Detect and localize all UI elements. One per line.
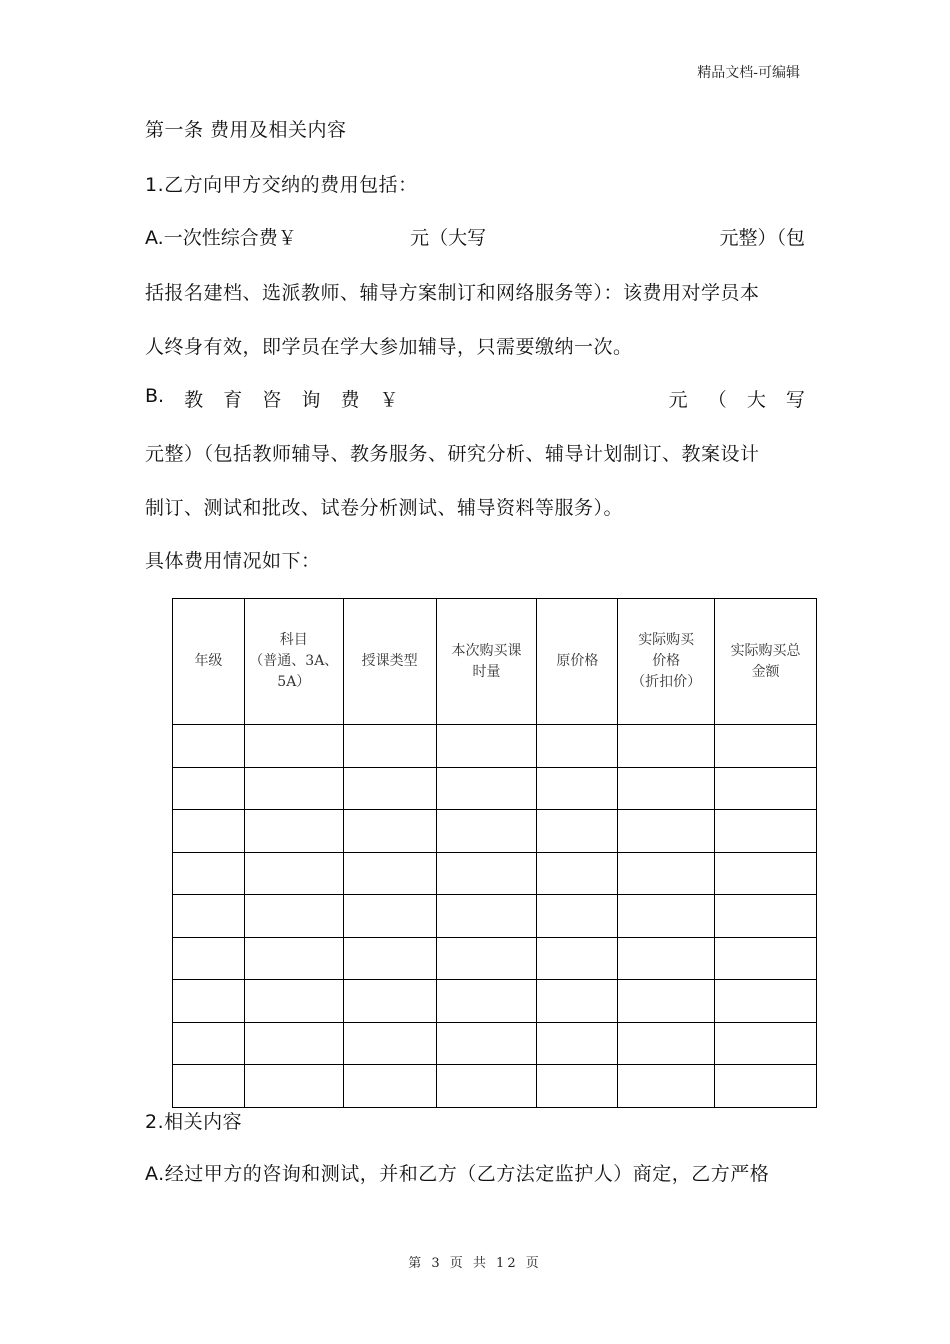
item-b-line-1 (145, 385, 805, 412)
table-cell[interactable] (343, 980, 436, 1023)
table-header-cell (173, 599, 245, 725)
table-cell[interactable] (244, 1065, 343, 1108)
header-text: （折扣价） (631, 674, 702, 690)
header-tag: 精品文档-可编辑 (697, 65, 800, 81)
table-row (173, 980, 817, 1023)
item-b-char: 大 (746, 389, 766, 411)
table-cell[interactable] (343, 767, 436, 810)
table-cell[interactable] (715, 1022, 817, 1065)
header-text: 授课类型 (361, 653, 418, 669)
table-cell[interactable] (715, 937, 817, 980)
header-text: （普通、3A、 (249, 653, 339, 669)
item-b-char: 写 (785, 389, 805, 411)
table-header-cell (436, 599, 537, 725)
item-2-a: A.经过甲方的咨询和测试，并和乙方（乙方法定监护人）商定，乙方严格 (145, 1163, 770, 1185)
item-b-char: 询 (301, 389, 321, 411)
table-cell[interactable] (537, 937, 618, 980)
item-b-line-3: 制订、测试和批改、试卷分析测试、辅导资料等服务）。 (145, 497, 624, 519)
fee-table (172, 598, 817, 1108)
table-row (173, 810, 817, 853)
item-b-char: 咨 (262, 389, 282, 411)
table-cell[interactable] (343, 895, 436, 938)
table-cell[interactable] (244, 1022, 343, 1065)
table-cell[interactable] (244, 767, 343, 810)
table-header-cell (343, 599, 436, 725)
table-cell[interactable] (537, 767, 618, 810)
table-cell[interactable] (715, 810, 817, 853)
table-cell[interactable] (244, 725, 343, 768)
table-cell[interactable] (537, 1022, 618, 1065)
table-cell[interactable] (537, 810, 618, 853)
table-cell[interactable] (436, 810, 537, 853)
table-row (173, 895, 817, 938)
table-cell[interactable] (537, 852, 618, 895)
table-cell[interactable] (244, 937, 343, 980)
table-cell[interactable] (173, 937, 245, 980)
table-row (173, 1065, 817, 1108)
item-1: 1.乙方向甲方交纳的费用包括： (145, 174, 418, 196)
table-cell[interactable] (244, 810, 343, 853)
table-cell[interactable] (173, 1065, 245, 1108)
item-b-gap (419, 385, 649, 412)
header-text: 实际购买总 (730, 642, 801, 659)
item-a-line-1 (145, 223, 805, 250)
table-row (173, 1022, 817, 1065)
table-row (173, 937, 817, 980)
table-cell[interactable] (244, 852, 343, 895)
table-cell[interactable] (715, 852, 817, 895)
table-cell[interactable] (537, 725, 618, 768)
header-text: 本次购买课 (451, 642, 522, 659)
header-text: 原价格 (556, 653, 599, 669)
table-cell[interactable] (618, 937, 715, 980)
page-footer: 第 3 页 共 12 页 (408, 1256, 542, 1271)
item-b-char: 育 (223, 389, 243, 411)
table-cell[interactable] (436, 980, 537, 1023)
table-header-cell (618, 599, 715, 725)
table-cell[interactable] (436, 852, 537, 895)
header-text: 实际购买 (638, 632, 695, 648)
table-cell[interactable] (173, 895, 245, 938)
detail-intro: 具体费用情况如下： (145, 550, 321, 572)
table-header-cell (244, 599, 343, 725)
header-text: 5A） (277, 674, 311, 690)
table-header-cell (715, 599, 817, 725)
table-cell[interactable] (618, 725, 715, 768)
table-cell[interactable] (715, 767, 817, 810)
table-cell[interactable] (436, 895, 537, 938)
item-a-part-2: 元（大写 (410, 227, 487, 249)
table-cell[interactable] (618, 767, 715, 810)
item-a-part-3: 元整）（包 (719, 227, 805, 249)
item-a-part-1: A.一次性综合费￥ (145, 227, 297, 249)
item-a-line-2: 括报名建档、选派教师、辅导方案制订和网络服务等）：该费用对学员本 (145, 282, 760, 304)
table-cell[interactable] (537, 980, 618, 1023)
table-cell[interactable] (618, 980, 715, 1023)
header-text: 时量 (472, 663, 501, 680)
table-cell[interactable] (715, 895, 817, 938)
table-cell[interactable] (343, 1065, 436, 1108)
item-b-char: 元 (668, 389, 688, 411)
table-cell[interactable] (537, 895, 618, 938)
table-cell[interactable] (244, 895, 343, 938)
table-cell[interactable] (173, 1022, 245, 1065)
item-b-char: B. (145, 385, 165, 407)
table-cell[interactable] (436, 767, 537, 810)
table-cell[interactable] (173, 810, 245, 853)
header-text: 科目 (279, 632, 308, 648)
table-row (173, 767, 817, 810)
header-text: 金额 (751, 663, 780, 680)
table-cell[interactable] (715, 1065, 817, 1108)
table-cell[interactable] (173, 852, 245, 895)
table-cell[interactable] (173, 725, 245, 768)
table-cell[interactable] (244, 980, 343, 1023)
table-cell[interactable] (343, 810, 436, 853)
item-a-line-3: 人终身有效，即学员在学大参加辅导，只需要缴纳一次。 (145, 336, 633, 358)
table-cell[interactable] (618, 1065, 715, 1108)
item-b-line-2: 元整）（包括教师辅导、教务服务、研究分析、辅导计划制订、教案设计 (145, 443, 760, 465)
table-cell[interactable] (173, 980, 245, 1023)
table-cell[interactable] (436, 1065, 537, 1108)
header-text: 年级 (194, 653, 223, 669)
item-2-title: 2.相关内容 (145, 1111, 243, 1133)
table-cell[interactable] (436, 1022, 537, 1065)
table-cell[interactable] (618, 810, 715, 853)
table-cell[interactable] (618, 852, 715, 895)
table-cell[interactable] (715, 980, 817, 1023)
item-b-char: ￥ (379, 389, 399, 411)
item-b-char: 教 (184, 389, 204, 411)
table-cell[interactable] (343, 725, 436, 768)
table-header-row (173, 599, 817, 725)
table-cell[interactable] (618, 895, 715, 938)
table-header-cell (537, 599, 618, 725)
table-row (173, 725, 817, 768)
table-cell[interactable] (343, 937, 436, 980)
table-row (173, 852, 817, 895)
section-title: 第一条 费用及相关内容 (145, 119, 347, 141)
table-cell[interactable] (618, 1022, 715, 1065)
table-cell[interactable] (537, 1065, 618, 1108)
table-cell[interactable] (173, 767, 245, 810)
item-b-char: 费 (340, 389, 360, 411)
table-cell[interactable] (436, 725, 537, 768)
item-b-char: （ (707, 389, 727, 411)
table-cell[interactable] (343, 1022, 436, 1065)
header-text: 价格 (652, 653, 681, 669)
table-cell[interactable] (436, 937, 537, 980)
table-cell[interactable] (343, 852, 436, 895)
table-cell[interactable] (715, 725, 817, 768)
